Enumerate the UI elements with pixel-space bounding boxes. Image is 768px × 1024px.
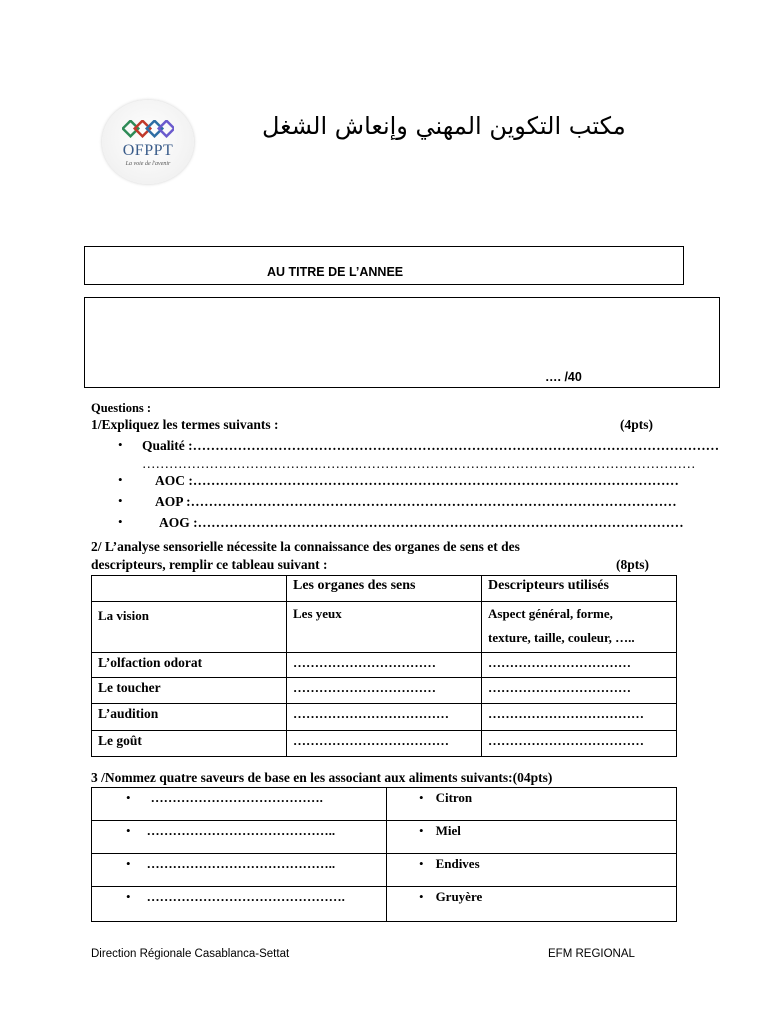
q1-item: AOP :……………………………………………………………………………………………… [155, 494, 677, 509]
ofppt-logo [102, 100, 194, 184]
logo-text: OFPPT [122, 142, 174, 159]
table-cell: L’audition [92, 704, 287, 731]
bullet-icon: • [419, 790, 424, 805]
table-cell: L’olfaction odorat [92, 653, 287, 678]
food-item: Miel [435, 823, 461, 838]
descriptor-line: texture, taille, couleur, ….. [488, 630, 635, 645]
score-label: …. /40 [545, 370, 582, 384]
q2-points: (8pts) [616, 557, 649, 572]
bullet-icon: • [118, 472, 123, 487]
table-header-cell [92, 576, 287, 602]
q1-item: AOG :……………………………………………………………………………………………… [159, 515, 684, 530]
table-cell: …………………………… [287, 678, 482, 704]
footer-left: Direction Régionale Casablanca-Settat [91, 948, 290, 960]
bullet-icon: • [126, 889, 131, 904]
table-cell [482, 602, 677, 653]
q2-line2: descripteurs, remplir ce tableau suivant : [91, 557, 328, 572]
table-row [92, 821, 677, 854]
bullet-icon: • [419, 823, 424, 838]
bullet-icon: • [118, 514, 123, 529]
table-cell: ……………………………… [287, 731, 482, 757]
table-row [92, 731, 677, 757]
food-item: Citron [435, 790, 473, 805]
bullet-icon: • [126, 790, 131, 805]
answer-blank: …………………………………….. [146, 856, 336, 871]
logo-mark-icon [122, 120, 174, 138]
q1-points: (4pts) [620, 417, 653, 432]
bullet-icon: • [126, 823, 131, 838]
info-box [84, 297, 720, 388]
title-box [84, 246, 684, 285]
year-title: AU TITRE DE L’ANNEE [267, 265, 404, 279]
flavors-table [91, 787, 677, 922]
q2-line1: 2/ L’analyse sensorielle nécessite la connaissance des organes de sens et des [91, 539, 520, 554]
table-row [92, 887, 677, 922]
bullet-icon: • [126, 856, 131, 871]
descriptor-line: Aspect général, forme, [488, 606, 613, 621]
bullet-icon: • [118, 437, 123, 452]
answer-blank: …………………………………. [150, 790, 323, 805]
table-cell [387, 821, 677, 854]
table-row [92, 653, 677, 678]
table-row [92, 678, 677, 704]
bullet-icon: • [419, 889, 424, 904]
table-header-row [92, 576, 677, 602]
table-cell [92, 821, 387, 854]
arabic-title: مكتب التكوين المهني وإنعاش الشغل [262, 112, 626, 140]
table-row [92, 704, 677, 731]
table-cell [387, 854, 677, 887]
table-row [92, 854, 677, 887]
table-cell [387, 887, 677, 922]
q1-item: AOC :……………………………………………………………………………………………… [155, 473, 679, 488]
table-cell [92, 788, 387, 821]
table-cell: …………………………… [482, 678, 677, 704]
table-cell: Le toucher [92, 678, 287, 704]
table-cell [92, 887, 387, 922]
q1-text: 1/Expliquez les termes suivants : [91, 417, 279, 432]
questions-heading: Questions : [91, 401, 152, 415]
table-cell [92, 854, 387, 887]
logo-tagline: La voie de l'avenir [125, 161, 171, 167]
table-row [92, 602, 677, 653]
table-cell [387, 788, 677, 821]
table-header-cell: Les organes des sens [287, 576, 482, 602]
table-cell: La vision [92, 602, 287, 653]
food-item: Gruyère [435, 889, 483, 904]
q1-item: Qualité :……………………………………………………………………………………………………… [142, 438, 720, 453]
table-cell: Les yeux [287, 602, 482, 653]
bullet-icon: • [118, 493, 123, 508]
q1-continuation: …………………………………………………………………………………………………………… [142, 456, 696, 471]
table-cell: …………………………… [482, 653, 677, 678]
table-header-cell: Descripteurs utilisés [482, 576, 677, 602]
table-cell: ……………………………… [482, 731, 677, 757]
q3-text: 3 /Nommez quatre saveurs de base en les associant aux aliments suivants:(04pts) [91, 770, 553, 785]
table-row [92, 788, 677, 821]
answer-blank: ………………………………………. [146, 889, 345, 904]
table-cell: ……………………………… [287, 704, 482, 731]
answer-blank: …………………………………….. [146, 823, 336, 838]
food-item: Endives [435, 856, 480, 871]
bullet-icon: • [419, 856, 424, 871]
table-cell: Le goût [92, 731, 287, 757]
table-cell: ……………………………… [482, 704, 677, 731]
table-cell: …………………………… [287, 653, 482, 678]
senses-table [91, 575, 677, 757]
footer-right: EFM REGIONAL [548, 948, 635, 960]
